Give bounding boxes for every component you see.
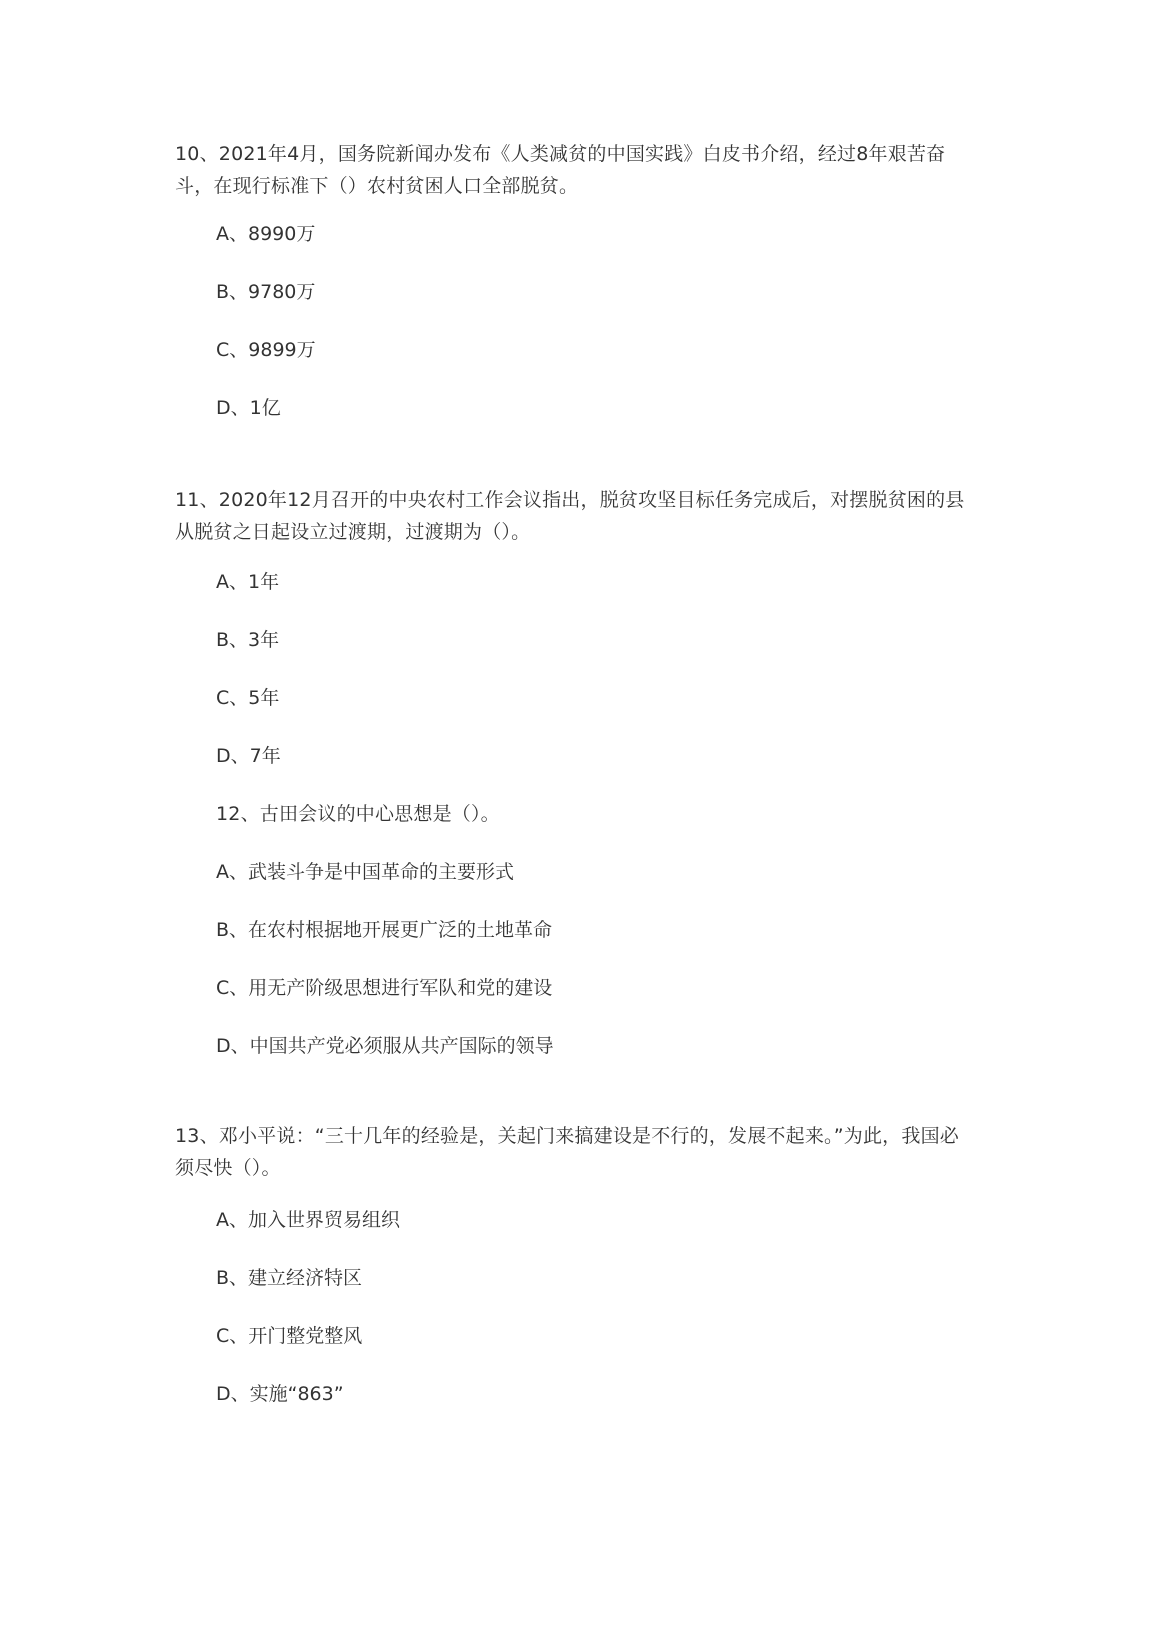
- question-13-option-b: B、建立经济特区: [216, 1267, 363, 1289]
- question-11-option-c: C、5年: [216, 687, 280, 709]
- question-13-option-d: D、实施“863”: [216, 1383, 344, 1405]
- question-11-option-a: A、1年: [216, 571, 280, 593]
- question-10-option-a: A、8990万: [216, 223, 316, 245]
- question-11: 11、2020年12月召开的中央农村工作会议指出，脱贫攻坚目标任务完成后，对摆脱贫困的县从脱贫之日起设立过渡期，过渡期为（）。: [175, 489, 965, 543]
- question-12-option-b: B、在农村根据地开展更广泛的土地革命: [216, 919, 553, 941]
- question-10-option-c: C、9899万: [216, 339, 316, 361]
- question-12: 12、古田会议的中心思想是（）。: [216, 803, 500, 825]
- question-13-option-c: C、开门整党整风: [216, 1325, 363, 1347]
- question-10-option-d: D、1亿: [216, 397, 281, 419]
- question-10: 10、2021年4月，国务院新闻办发布《人类减贫的中国实践》白皮书介绍，经过8年艰苦奋斗，在现行标准下（）农村贫困人口全部脱贫。: [175, 143, 946, 197]
- question-13-option-a: A、加入世界贸易组织: [216, 1209, 400, 1231]
- question-11-option-d: D、7年: [216, 745, 281, 767]
- question-12-option-a: A、武装斗争是中国革命的主要形式: [216, 861, 514, 883]
- question-11-option-b: B、3年: [216, 629, 280, 651]
- question-12-option-c: C、用无产阶级思想进行军队和党的建设: [216, 977, 553, 999]
- question-10-option-b: B、9780万: [216, 281, 316, 303]
- question-13: 13、邓小平说：“三十几年的经验是，关起门来搞建设是不行的，发展不起来。”为此，我国必须尽快（）。: [175, 1125, 959, 1179]
- question-12-option-d: D、中国共产党必须服从共产国际的领导: [216, 1035, 554, 1057]
